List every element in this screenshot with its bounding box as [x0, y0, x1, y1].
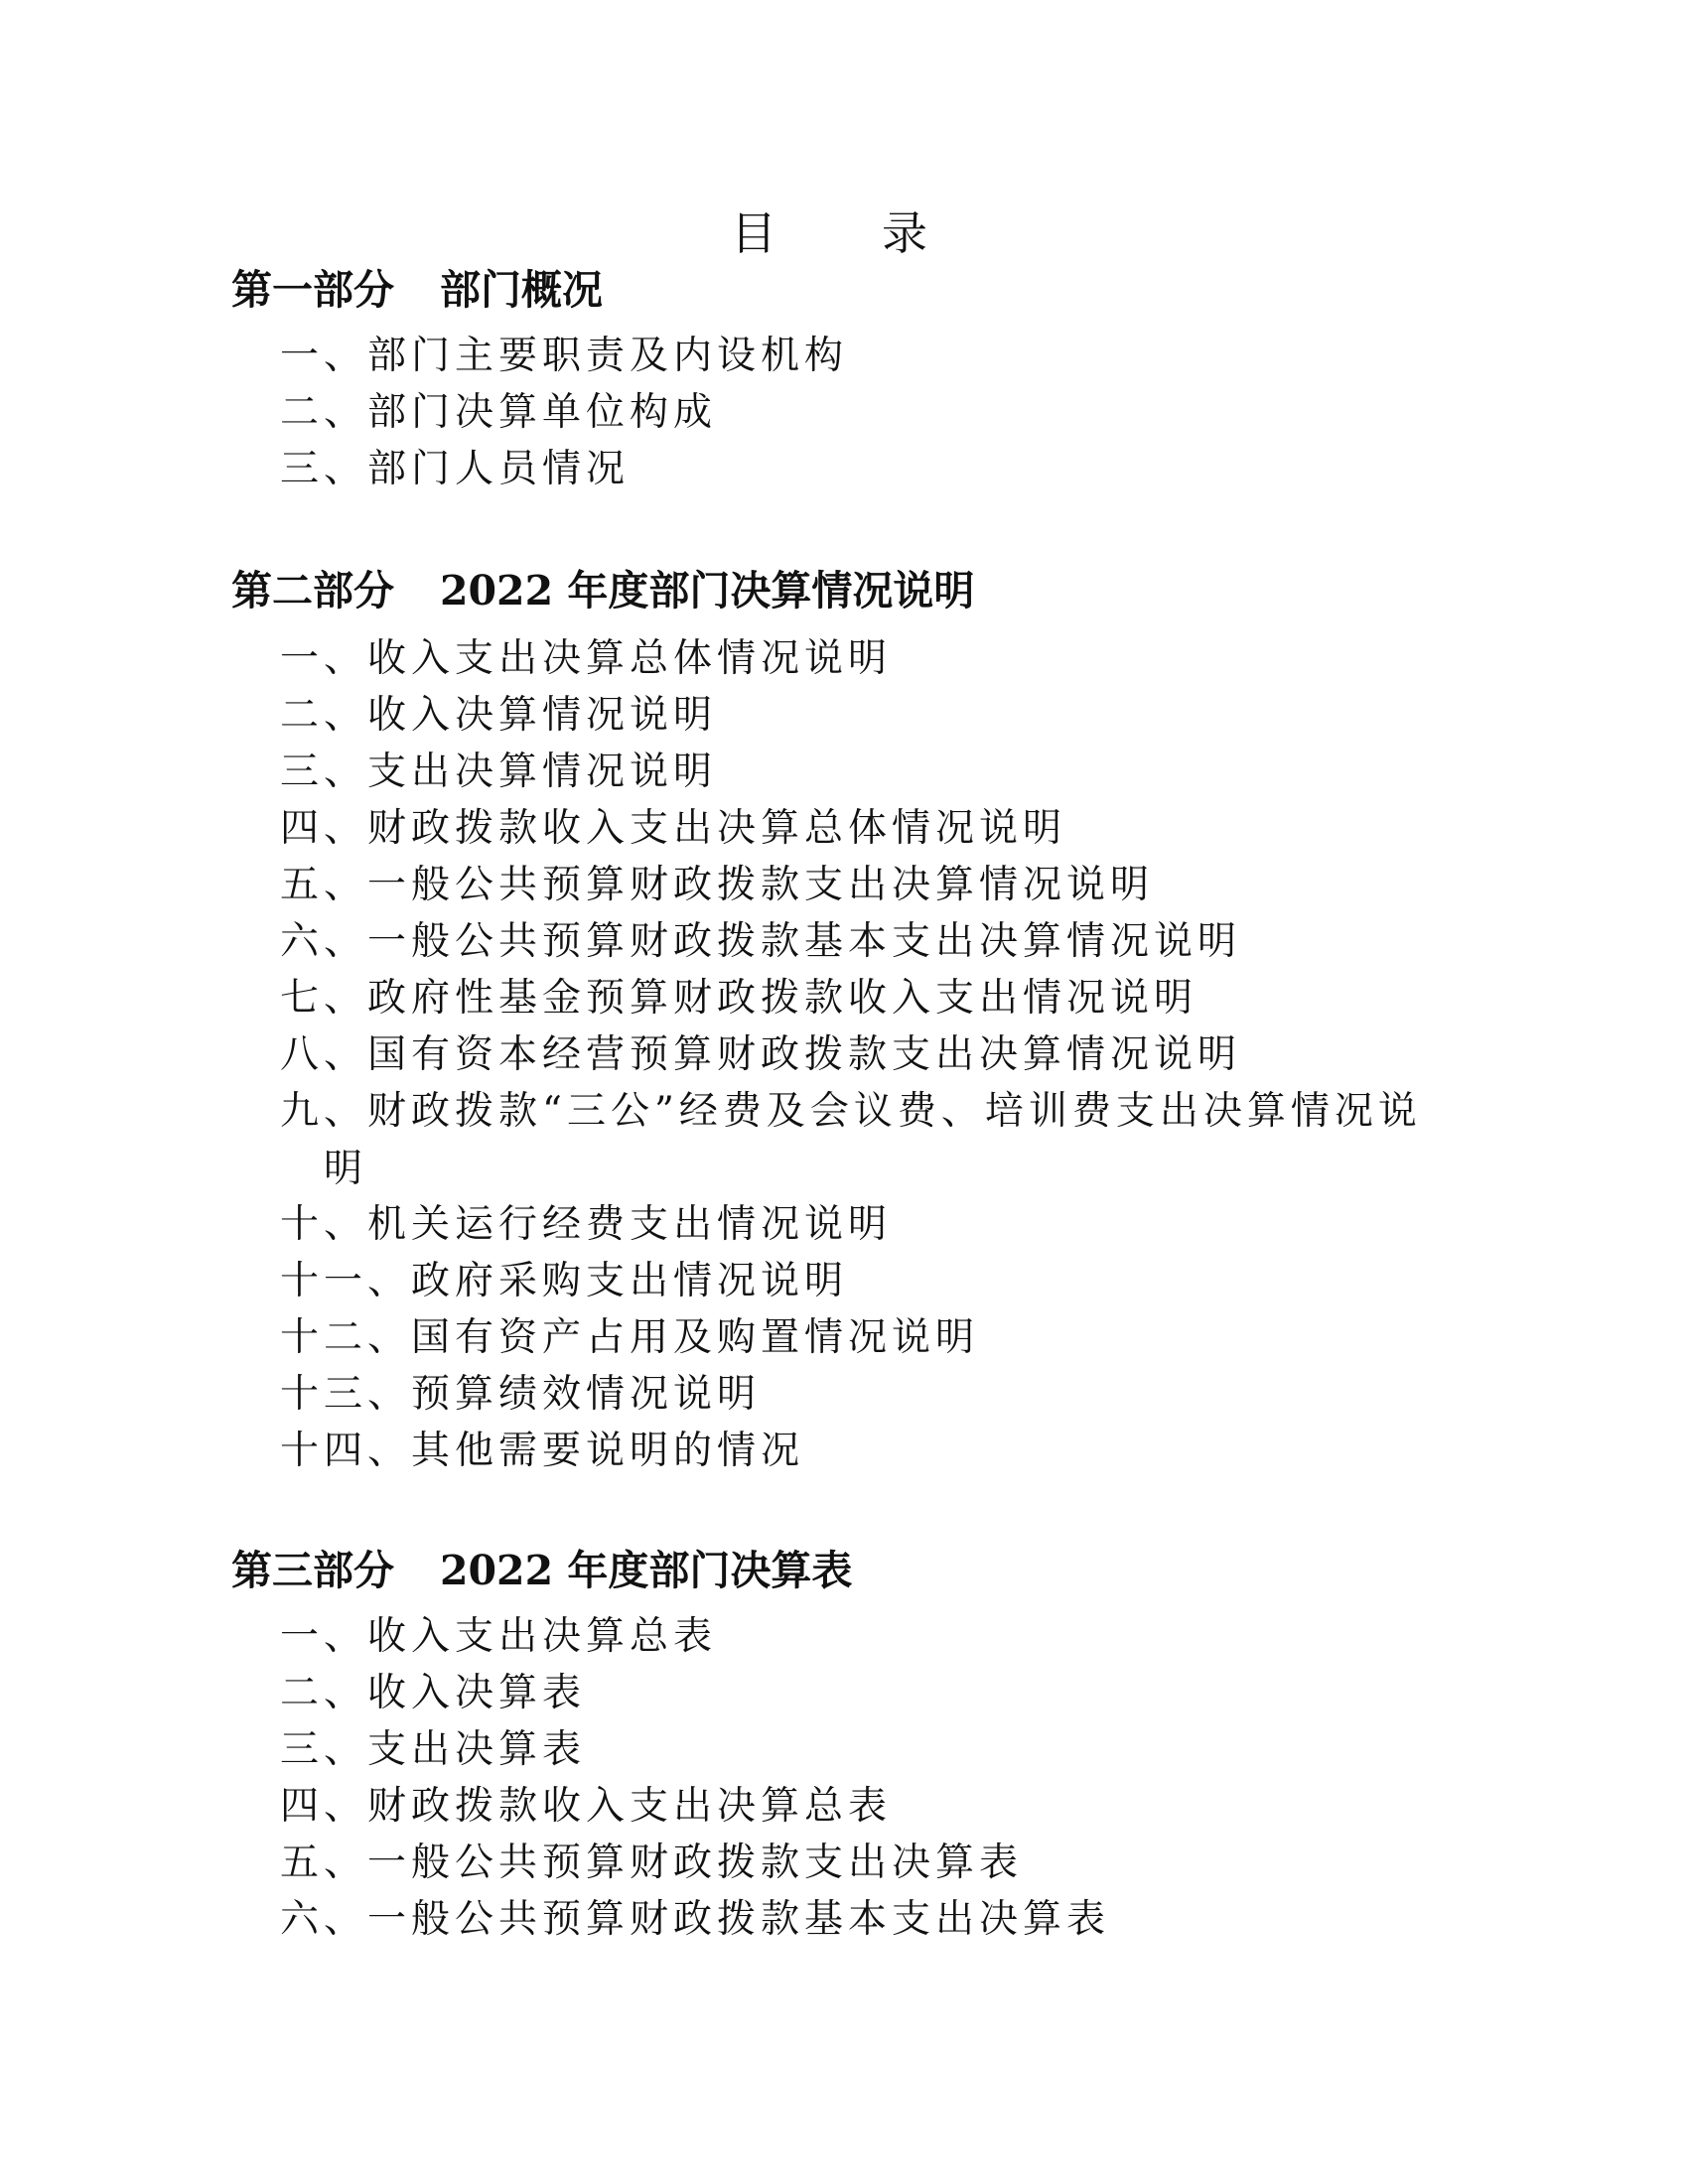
toc-entry: 四、财政拨款收入支出决算总表	[280, 1784, 893, 1829]
part-1-label: 第一部分	[231, 266, 394, 314]
toc-entry: 三、支出决算情况说明	[280, 750, 718, 794]
toc-entry: 三、部门人员情况	[280, 447, 631, 491]
toc-entry-line: 九、财政拨款“三公”经费及会议费、培训费支出决算情况说	[280, 1089, 1422, 1134]
toc-entry: 一、收入支出决算总体情况说明	[280, 636, 893, 681]
toc-entry: 五、一般公共预算财政拨款支出决算表	[280, 1841, 1024, 1885]
toc-entry: 三、支出决算表	[280, 1727, 587, 1772]
page-title: 目 录	[731, 206, 957, 260]
part-3-name: 2022 年度部门决算表	[440, 1547, 853, 1594]
part-2-label: 第二部分	[231, 567, 394, 614]
part-3-label: 第三部分	[231, 1547, 394, 1594]
toc-entry: 二、部门决算单位构成	[280, 390, 718, 435]
toc-entry: 十三、预算绩效情况说明	[280, 1372, 762, 1417]
toc-entry: 二、收入决算表	[280, 1671, 587, 1715]
part-2-heading	[231, 561, 974, 620]
part-1-name: 部门概况	[440, 266, 603, 314]
toc-entry: 十、机关运行经费支出情况说明	[280, 1202, 893, 1247]
toc-entry: 六、一般公共预算财政拨款基本支出决算表	[280, 1897, 1111, 1942]
toc-entry: 四、财政拨款收入支出决算总体情况说明	[280, 806, 1067, 851]
toc-entry: 六、一般公共预算财政拨款基本支出决算情况说明	[280, 919, 1242, 964]
toc-entry: 五、一般公共预算财政拨款支出决算情况说明	[280, 863, 1155, 907]
toc-entry: 十二、国有资产占用及购置情况说明	[280, 1315, 980, 1360]
part-3-heading	[231, 1541, 852, 1600]
toc-entry: 一、部门主要职责及内设机构	[280, 334, 849, 378]
toc-entry: 七、政府性基金预算财政拨款收入支出情况说明	[280, 976, 1198, 1021]
part-2-name: 2022 年度部门决算情况说明	[440, 567, 975, 614]
toc-entry: 一、收入支出决算总表	[280, 1614, 718, 1659]
toc-entry: 十一、政府采购支出情况说明	[280, 1259, 849, 1303]
toc-entry: 八、国有资本经营预算财政拨款支出决算情况说明	[280, 1032, 1242, 1077]
toc-entry-continuation: 明	[324, 1147, 368, 1191]
part-1-heading	[231, 260, 603, 320]
toc-entry: 二、收入决算情况说明	[280, 693, 718, 738]
toc-entry: 十四、其他需要说明的情况	[280, 1429, 805, 1473]
toc-entry-wrapped	[280, 1083, 1452, 1198]
